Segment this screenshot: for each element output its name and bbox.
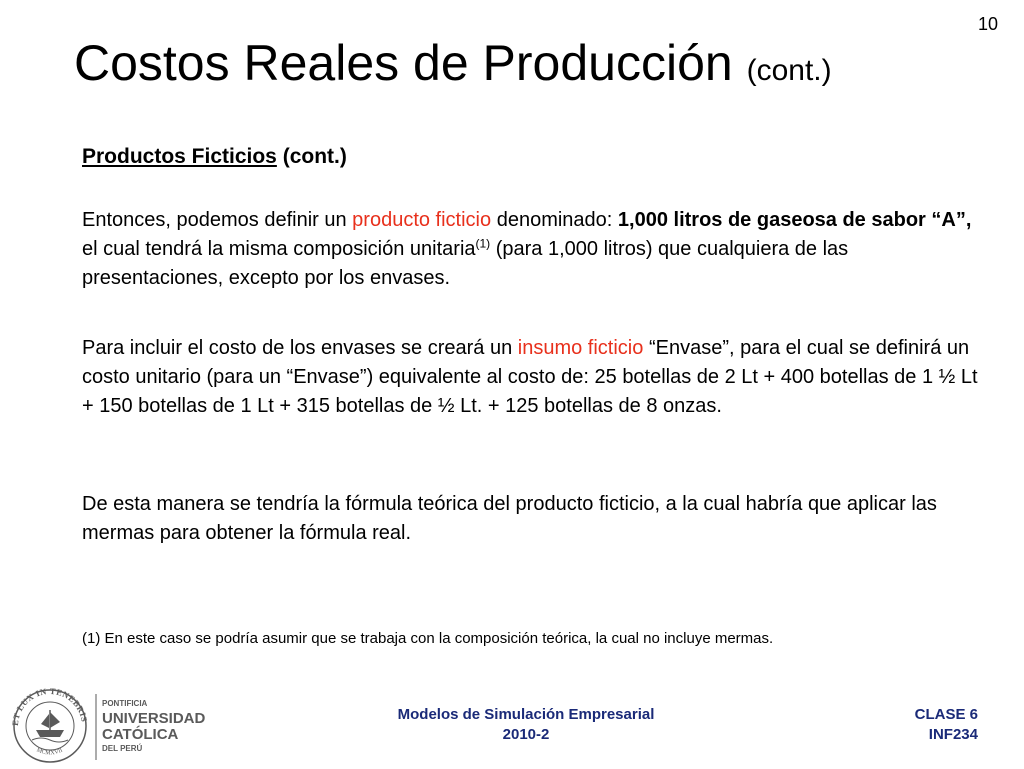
paragraph-1-text-a: Entonces, podemos definir un: [82, 209, 353, 231]
bold-product-name: 1,000 litros de gaseosa de sabor “A”,: [617, 209, 972, 231]
logo-line-3: CATÓLICA: [102, 726, 179, 743]
paragraph-1-text-c: el cual tendrá la misma composición unitaria: [82, 238, 476, 260]
highlight-producto-ficticio: producto ficticio: [352, 209, 492, 231]
title-main: Costos Reales de Producción: [74, 35, 733, 91]
logo-year: MCMXVII: [35, 747, 64, 757]
paragraph-1-text-d: (para 1,000 litros) que cualquiera de las presentaciones, excepto por los envases.: [82, 238, 849, 289]
footnote-reference: (1): [475, 236, 491, 251]
title-suffix: (cont.): [746, 54, 832, 87]
footer-course-name: Modelos de Simulación Empresarial: [397, 706, 655, 723]
section-subtitle: [82, 145, 347, 169]
highlight-insumo-ficticio: insumo ficticio: [517, 337, 644, 359]
logo-line-1: PONTIFICIA: [102, 699, 148, 708]
footer-course-code: INF234: [928, 726, 978, 743]
paragraph-1-text-b: denominado:: [491, 209, 618, 231]
footer-course: [376, 705, 676, 745]
svg-text:MCMXVII: [36, 747, 64, 756]
paragraph-2-text-a: Para incluir el costo de los envases se creará un: [82, 337, 518, 359]
paragraph-2: [82, 334, 982, 421]
pucp-seal-icon: [8, 684, 208, 764]
slide-title: [74, 34, 832, 92]
logo-line-4: DEL PERÚ: [102, 744, 143, 753]
logo-motto: ET LUX IN TENEBRIS: [9, 685, 90, 727]
footnote: (1) En este caso se podría asumir que se trabaja con la composición teórica, la cual no incluye mermas.: [82, 630, 774, 647]
paragraph-2-text-b: “Envase”, para el cual se definirá un costo unitario (para un “Envase”) equivalente al costo de: 25 botellas de 2 Lt + 400 botellas de 1 ½ Lt + 150 botellas de 1 Lt + 315 botellas de ½ Lt. + 125 botellas de 8 onzas.: [82, 337, 978, 417]
logo-line-2: UNIVERSIDAD: [102, 710, 206, 727]
paragraph-3: De esta manera se tendría la fórmula teórica del producto ficticio, a la cual habría que aplicar las mermas para obtener la fórmula real.: [82, 493, 937, 544]
slide-number: 10: [977, 14, 998, 34]
subtitle-underlined: Productos Ficticios: [82, 145, 277, 168]
footer-term: 2010-2: [502, 726, 550, 743]
paragraph-1: [82, 206, 982, 293]
subtitle-rest: (cont.): [282, 145, 347, 168]
university-logo: [8, 684, 208, 764]
footer-class: [915, 705, 978, 745]
footer-class-number: CLASE 6: [914, 706, 978, 723]
